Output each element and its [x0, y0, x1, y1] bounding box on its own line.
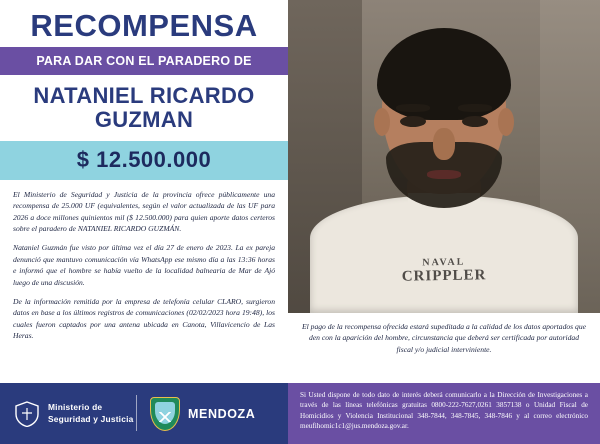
person-ear-right — [498, 108, 514, 136]
poster-left-column — [0, 0, 288, 383]
body-paragraph-1: El Ministerio de Seguridad y Justicia de la provincia ofrece públicamente una recompensa de 25.000 UF (equivalentes, según el valor actualizada de las UF para 2026 a doce millones quinientos mil ($ 12.500.000) para quien aporte datos certeros sobre el paradero de NATANIEL RICARDO GUZMÁN. — [13, 189, 275, 233]
person-nose — [433, 128, 455, 160]
person-eyebrow-right — [458, 104, 492, 112]
person-ear-left — [374, 108, 390, 136]
poster-right-column — [288, 0, 600, 383]
poster-footer — [0, 383, 600, 444]
footer-ministry-block — [0, 383, 288, 444]
shirt-graphic-text — [384, 256, 504, 286]
footer-contact-text: Si Usted dispone de todo dato de interés deberá comunicarlo a la Dirección de Investigaciones a través de las líneas telefónicas gratuitas 0800-222-7627,0261 3857138 o Unidad Fiscal de Homicidios y Violencia Institucional 348-7844, 348-7845, 348-7846 y al correo electrónico meufihomic1c1@jus.mendoza.gov.ar. — [288, 383, 600, 444]
body-paragraph-2: Nataniel Guzmán fue visto por última vez el día 27 de enero de 2023. La ex pareja denunció que mantuvo comunicación vía WhatsApp ese mismo día a las 13:36 horas e informó que el hombre se había vuelto de la localidad balnearia de Mar de Ajó luego de una discusión. — [13, 243, 275, 287]
ministry-name — [48, 402, 133, 425]
body-paragraph-3: De la información remitida por la empresa de telefonía celular CLARO, surgieron datos en base a los últimos registros de comunicaciones (02/02/2023 hora 19:48), los cuales fueron captados por una antena ubicada en Canota, Villavicencio de Las Heras. — [13, 296, 275, 341]
person-name — [0, 75, 288, 141]
person-eye-left — [400, 116, 426, 127]
province-name: MENDOZA — [188, 406, 256, 421]
mendoza-shield-icon — [150, 397, 180, 431]
reward-subtitle-band: PARA DAR CON EL PARADERO DE — [0, 47, 288, 75]
province-brand — [150, 383, 255, 444]
photo-caption: El pago de la recompensa ofrecida estará supeditada a la calidad de los datos aportados que den con la aparición del hombre, circunstancia que deberá ser certificada por autoridad fiscal y/o judicial interviniente. — [302, 322, 586, 354]
person-eyebrow-left — [396, 104, 430, 112]
person-eye-right — [462, 116, 488, 127]
person-name-line2: GUZMAN — [94, 107, 194, 133]
reward-title: RECOMPENSA — [30, 8, 258, 43]
ministry-name-line1: Ministerio de — [48, 402, 103, 413]
reward-body-text — [0, 180, 288, 350]
footer-divider — [136, 395, 137, 431]
ministry-name-line2: Seguridad y Justicia — [48, 413, 134, 424]
person-name-line1: NATANIEL RICARDO — [33, 82, 255, 108]
person-photo — [288, 0, 600, 313]
person-mouth — [427, 170, 461, 179]
reward-amount: $ 12.500.000 — [0, 141, 288, 180]
shirt-text-line1: NAVAL — [422, 256, 466, 269]
shirt-text-line2: CRIPPLER — [401, 267, 487, 285]
ministry-logo-icon — [14, 401, 40, 427]
